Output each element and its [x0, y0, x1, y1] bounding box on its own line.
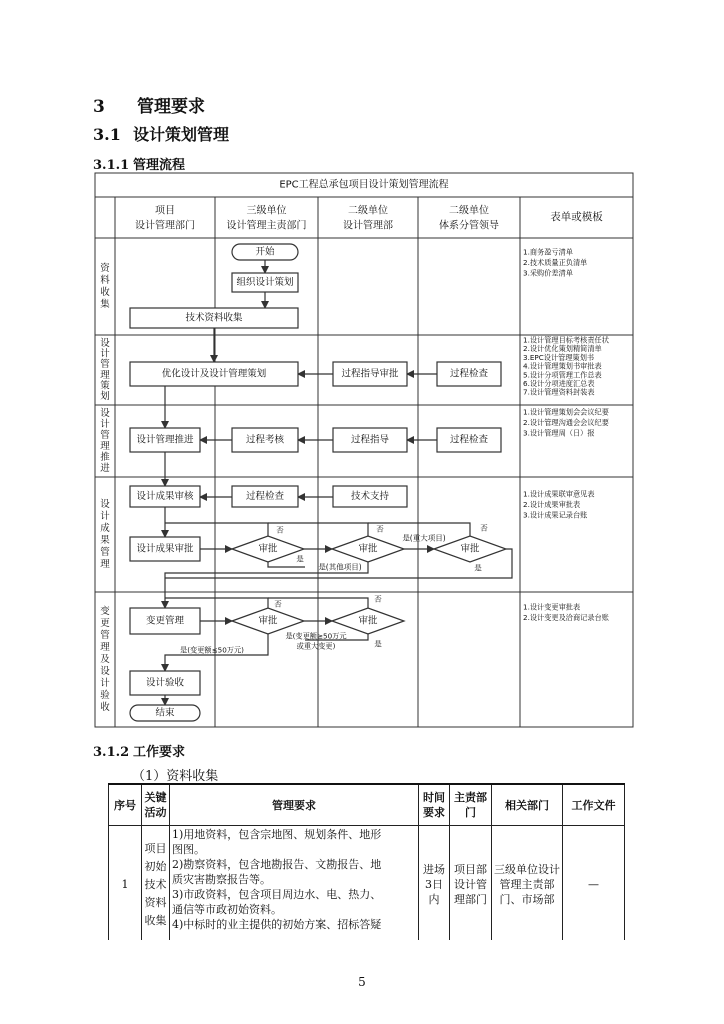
lane-label: 理 — [100, 642, 110, 653]
lane-label: 料 — [100, 275, 110, 286]
column-header: 项目 — [155, 205, 175, 217]
heading-number: 3.1.2 — [93, 745, 130, 760]
column-header: 表单或模板 — [550, 211, 603, 223]
column-header: 二级单位 — [449, 205, 489, 217]
proc-guide-review-box-label: 过程指导审批 — [341, 368, 399, 380]
lane-label: 进 — [100, 463, 110, 474]
header-activity: 关键活动 — [142, 784, 170, 826]
heading-text: 设计策划管理 — [133, 125, 230, 144]
lane-label: 计 — [100, 348, 110, 360]
result-review-box-label: 设计成果审核 — [136, 491, 194, 502]
lane-label: 集 — [100, 299, 110, 310]
form-item: 4.设计管理策划书审批表 — [523, 361, 602, 371]
requirement-line: 1)用地资料，包含宗地图、规划条件、地形 — [172, 828, 382, 841]
form-item: 5.设计分项管理工作总表 — [523, 370, 602, 380]
approve-decision-label: 审批 — [358, 543, 378, 555]
lane-label: 管 — [100, 630, 110, 641]
lane-label: 及 — [100, 654, 110, 665]
lane-label: 计 — [100, 419, 110, 430]
column-header: 二级单位 — [348, 205, 388, 217]
proc-assess-box-label: 过程考核 — [245, 434, 285, 446]
cell-related-dept: 三级单位设计管理主责部门、市场部 — [492, 826, 563, 941]
lane-label: 验 — [100, 690, 110, 701]
cell-time: 进场3日内 — [419, 826, 450, 941]
design-advance-box-label: 设计管理推进 — [136, 434, 194, 446]
lane-label: 管 — [100, 547, 110, 558]
form-item: 1.设计管理策划会会议纪要 — [523, 407, 609, 417]
start-node-label: 开始 — [255, 246, 275, 258]
requirement-line: 质灾害勘察报告等。 — [172, 873, 271, 886]
edge-label: 是 — [474, 563, 482, 573]
header-requirements: 管理要求 — [170, 784, 419, 826]
edge-label: 否 — [276, 525, 284, 535]
flowchart-title: EPC工程总承包项目设计策划管理流程 — [279, 179, 449, 191]
lane-label: 推 — [100, 452, 110, 463]
edge-label: 否 — [376, 524, 384, 534]
end-node-label: 结束 — [155, 707, 175, 719]
form-item: 2.设计成果审批表 — [523, 500, 581, 509]
org-plan-box-label: 组织设计策划 — [236, 277, 294, 288]
page-number: 5 — [358, 975, 366, 989]
lane-label: 计 — [100, 678, 110, 689]
design-accept-box-label: 设计验收 — [145, 677, 185, 689]
lane-label: 收 — [100, 702, 110, 713]
tech-support-box-label: 技术支持 — [350, 491, 390, 502]
header-time: 时间要求 — [419, 784, 450, 826]
cell-requirements — [170, 826, 419, 941]
approve-decision-label: 审批 — [460, 543, 480, 555]
column-header: 设计管理部门 — [135, 220, 195, 232]
lane-label: 理 — [100, 441, 110, 452]
lane-label: 设 — [100, 337, 110, 349]
lane-label: 资 — [100, 263, 110, 274]
lane-label: 计 — [100, 511, 110, 522]
edge-label: 是 — [296, 554, 304, 564]
requirement-line: 4)中标时的业主提供的初始方案、招标答疑 — [172, 918, 382, 931]
change-mgmt-box-label: 变更管理 — [145, 615, 185, 627]
approve-decision-label: 审批 — [258, 615, 278, 627]
requirement-line: 3)市政资料，包含项目周边水、电、热力、 — [172, 888, 382, 901]
form-item: 7.设计管理资料封装表 — [523, 387, 595, 397]
approve-decision-label: 审批 — [258, 543, 278, 555]
edge-label: 是 — [374, 639, 382, 649]
edge-label: 是(变更额≥50万元 — [285, 631, 347, 641]
lane-label: 果 — [100, 535, 110, 546]
proc-guide-box-label: 过程指导 — [350, 434, 390, 446]
proc-check-box-label: 过程检查 — [449, 368, 489, 380]
approve-decision-label: 审批 — [358, 615, 378, 627]
edge-label: 否 — [274, 599, 282, 609]
requirements-table — [108, 783, 625, 940]
form-item: 1.商务盈亏清单 — [523, 247, 573, 257]
lane-label: 收 — [100, 287, 110, 298]
heading-text: 工作要求 — [133, 745, 186, 760]
header-work-file: 工作文件 — [563, 784, 625, 826]
requirement-line: 通信等市政初始资料。 — [172, 903, 282, 916]
optimize-box-label: 优化设计及设计管理策划 — [161, 368, 267, 380]
proc-check-box-label: 过程检查 — [245, 491, 285, 502]
edge-label: 或重大变更) — [296, 641, 336, 651]
header-related-dept: 相关部门 — [492, 784, 563, 826]
edge-label: 否 — [480, 523, 488, 533]
heading-number: 3.1.1 — [93, 158, 130, 173]
table-header-row — [109, 784, 625, 826]
lane-label: 理 — [100, 559, 110, 570]
proc-check-box-label: 过程检查 — [449, 434, 489, 446]
lane-label: 策 — [100, 380, 110, 392]
lane-label: 管 — [100, 359, 110, 371]
form-item: 2.技术质量正负清单 — [523, 258, 588, 267]
lane-label: 理 — [100, 369, 110, 381]
edge-label: 是(变更额≤50万元) — [180, 645, 244, 655]
edge-label: 是(其他项目) — [318, 562, 362, 572]
column-header: 体系分管领导 — [439, 220, 499, 232]
lane-label: 管 — [100, 430, 110, 441]
cell-lead-dept: 项目部设计管理部门 — [450, 826, 492, 941]
subheading-data-collection: （1）资料收集 — [132, 769, 219, 784]
form-item: 2.设计优化策划精简清单 — [523, 344, 602, 354]
tech-collect-box-label: 技术资料收集 — [185, 312, 243, 324]
heading-text: 管理要求 — [137, 97, 205, 117]
form-item: 3.采购价差清单 — [523, 268, 573, 278]
form-item: 3.EPC设计管理策划书 — [523, 352, 595, 362]
heading-number: 3.1 — [93, 125, 121, 144]
form-item: 1.设计成果联审意见表 — [523, 489, 595, 499]
lane-label: 更 — [100, 618, 110, 629]
edge-label: 否 — [374, 594, 382, 604]
heading-text: 管理流程 — [133, 158, 186, 173]
result-approve-box-label: 设计成果审批 — [136, 543, 194, 555]
edge-label: 是(重大项目) — [402, 533, 446, 543]
header-lead-dept: 主责部门 — [450, 784, 492, 826]
lane-label: 划 — [100, 391, 110, 403]
column-header: 设计管理部 — [343, 220, 393, 232]
form-item: 1.设计变更审批表 — [523, 602, 581, 612]
header-no: 序号 — [109, 784, 142, 826]
form-item: 1.设计管理目标考核责任状 — [523, 335, 609, 345]
lane-label: 设 — [100, 499, 110, 510]
lane-label: 变 — [100, 606, 110, 617]
heading-number: 3 — [93, 97, 105, 117]
table-row — [109, 826, 625, 941]
column-header: 设计管理主责部门 — [226, 220, 307, 232]
lane-label: 设 — [100, 666, 110, 677]
cell-no: 1 — [109, 826, 142, 941]
form-item: 2.设计变更及洽商记录台账 — [523, 613, 609, 622]
form-item: 3.设计成果记录台账 — [523, 510, 588, 520]
cell-work-file: — — [563, 826, 625, 941]
lane-label: 设 — [100, 408, 110, 419]
column-header: 三级单位 — [246, 205, 287, 217]
lane-label: 成 — [100, 523, 110, 534]
cell-activity: 项目初始技术资料收集 — [142, 826, 170, 941]
form-item: 6.设计分项进度汇总表 — [523, 379, 595, 388]
requirement-line: 图图。 — [172, 843, 205, 856]
requirement-line: 2)勘察资料，包含地勘报告、文勘报告、地 — [172, 858, 382, 871]
form-item: 3.设计管理周（日）报 — [523, 428, 595, 438]
form-item: 2.设计管理沟通会会议纪要 — [523, 418, 609, 427]
